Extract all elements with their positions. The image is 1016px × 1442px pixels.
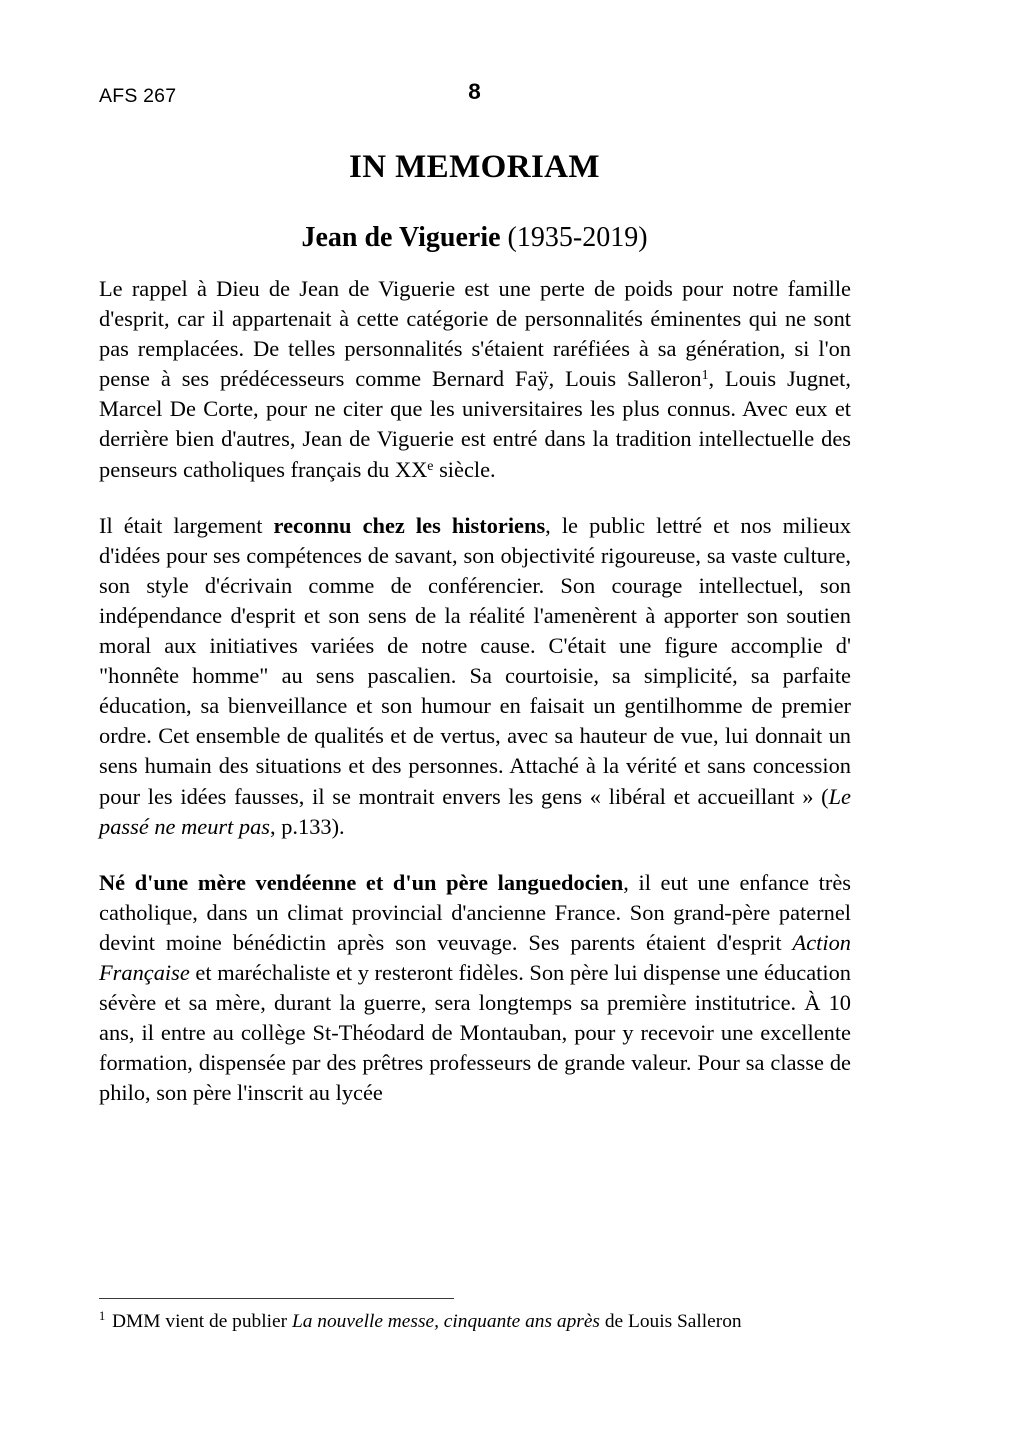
paragraph-3-text-part-1: , il eut une enfance très catholique, dans un climat provincial d'ancienne France. Son grand-père paternel devint moine bénédictin après son veuvage. Ses parents étaient d'esprit <box>99 869 852 955</box>
paragraph-1-text-part-1: Le rappel à Dieu de Jean de Viguerie est une perte de poids pour notre famille d'esprit, car il appartenait à cette catégorie de personnalités éminentes qui ne sont pas remplacées. De telles personnalités s'étaient raréfiées à sa génération, si l'on pense à ses prédécesseurs comme Bernard Faÿ, Louis Salleron <box>99 276 851 392</box>
footnote-reference-1[interactable]: 1 <box>701 368 709 384</box>
paragraph-2-bold-lead: reconnu chez les historiens <box>273 512 546 538</box>
footnote-1 <box>99 1309 851 1335</box>
paragraph-2 <box>99 511 851 842</box>
subtitle-person-name: Jean de Viguerie <box>301 222 501 254</box>
page-number: 8 <box>468 79 481 104</box>
page-title: IN MEMORIAM <box>349 149 600 186</box>
footnote-area <box>99 1298 851 1335</box>
paragraph-1-text-part-2: , Louis Jugnet, Marcel De Corte, pour ne citer que les universitaires les plus connus. Avec eux et derrière bien d'autres, Jean de Viguerie est entré dans la tradition intellectuelle des penseurs catholiques français du XX <box>99 366 851 482</box>
paragraph-3-text-part-2: et maréchaliste et y resteront fidèles. Son père lui dispense une éducation sévère et sa mère, durant la guerre, sera longtemps sa première institutrice. À 10 ans, il entre au collège St-Théodard de Montauban, pour y recevoir une excellente formation, dispensée par des prêtres professeurs de grande valeur. Pour sa classe de philo, son père l'inscrit au lycée <box>99 959 851 1106</box>
paragraph-2-text-part-2: , le public lettré et nos milieux d'idées pour ses compétences de savant, son objectivité rigoureuse, sa vaste culture, son style d'écrivain comme de conférencier. Son courage intellectuel, son indépendance d'esprit et son sens de la réalité l'amenèrent à apporter son soutien moral aux initiatives variées de notre cause. C'était une figure accomplie d' "honnête homme" au sens pascalien. Sa courtoisie, sa simplicité, sa parfaite éducation, sa bienveillance et son humour en faisait un gentilhomme de premier ordre. Cet ensemble de qualités et de vertus, avec sa hauteur de vue, lui donnait un sens humain des situations et des personnes. Attaché à la vérité et sans concession pour les idées fausses, il se montrait envers les gens « libéral et accueillant » ( <box>99 512 851 809</box>
body-text <box>99 274 851 1108</box>
paragraph-2-text-part-1: Il était largement <box>99 512 274 538</box>
footnote-book-title-italic: La nouvelle messe, cinquante ans après <box>291 1311 600 1332</box>
paragraph-3 <box>99 868 851 1109</box>
paragraph-1 <box>99 274 851 485</box>
paragraph-3-movement-name-italic: Action Française <box>99 929 851 985</box>
paragraph-3-bold-lead: Né d'une mère vendéenne et d'un père languedocien <box>99 869 624 895</box>
century-ordinal-superscript: e <box>427 458 434 474</box>
footnote-marker: 1 <box>99 1309 106 1324</box>
paragraph-1-text-part-3: siècle. <box>433 456 496 482</box>
paragraph-2-book-title-italic: Le passé ne meurt pas <box>99 783 851 839</box>
footnote-text-part-1: DMM vient de publier <box>107 1311 292 1332</box>
running-head <box>99 79 850 112</box>
footnote-text-part-2: de Louis Salleron <box>599 1311 742 1332</box>
subtitle <box>99 220 850 256</box>
footnote-separator-rule <box>99 1298 454 1299</box>
subtitle-life-dates: (1935-2019) <box>500 222 648 254</box>
paragraph-2-text-part-3: , p.133). <box>270 813 345 839</box>
running-head-journal-code: AFS 267 <box>99 85 177 107</box>
